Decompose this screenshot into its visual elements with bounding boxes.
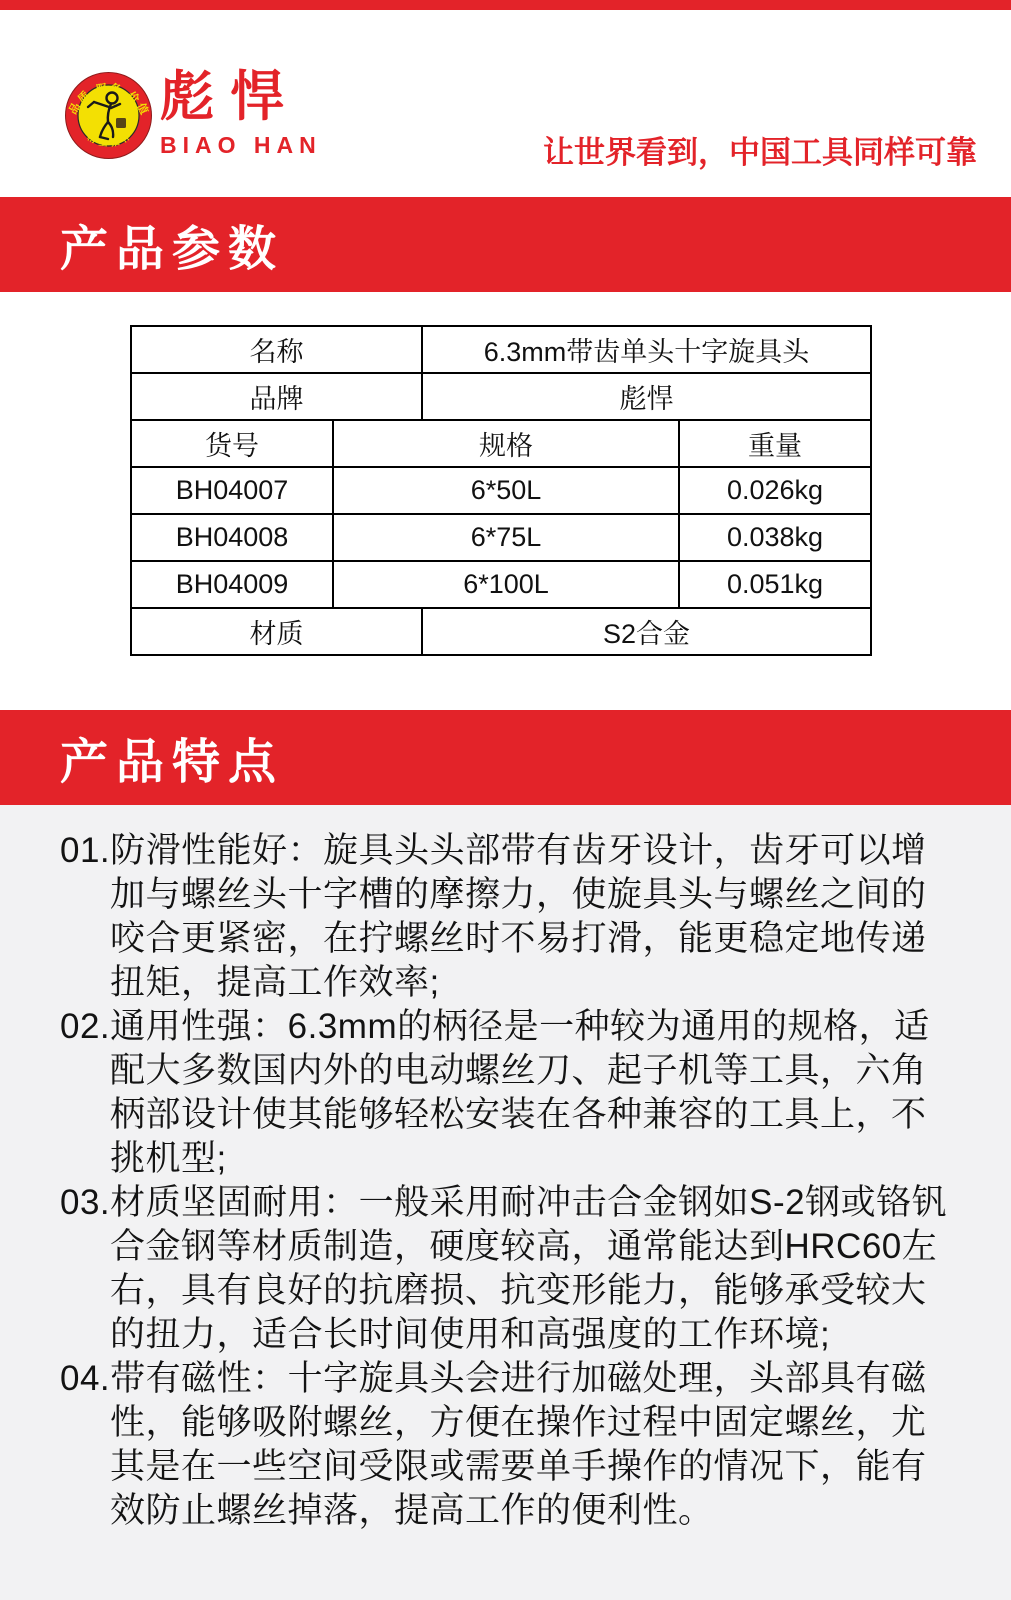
feature-item-1 [60, 829, 953, 1005]
cell-material-value: S2合金 [422, 608, 871, 655]
params-section-title: 产品参数 [60, 223, 285, 276]
brand-logo-badge [64, 71, 153, 160]
feature-item-2 [60, 1005, 953, 1181]
brand-name-en: BIAO HAN [160, 132, 322, 158]
cell-name-label: 名称 [131, 326, 422, 373]
cell-sku2-weight: 0.038kg [679, 514, 871, 561]
cell-sku3-code: BH04009 [131, 561, 333, 608]
cell-header-spec: 规格 [333, 420, 679, 467]
features-section-title: 产品特点 [60, 736, 285, 789]
feature-text-3: 材质坚固耐用：一般采用耐冲击合金钢如S-2钢或铬钒合金钢等材质制造，硬度较高，通常能达到HRC60左右，具有良好的抗磨损、抗变形能力，能够承受较大的扭力，适合长时间使用和高强度的工作环境; [110, 1183, 948, 1354]
feature-item-3 [60, 1181, 953, 1357]
table-row-sku2 [131, 514, 871, 561]
feature-number-4: 04. [60, 1359, 111, 1398]
cell-sku3-weight: 0.051kg [679, 561, 871, 608]
brand-name-cn: 彪悍 [160, 67, 300, 127]
features-list [0, 805, 1011, 1600]
feature-text-2: 通用性强：6.3mm的柄径是一种较为通用的规格，适配大多数国内外的电动螺丝刀、起子机等工具，六角柄部设计使其能够轻松安装在各种兼容的工具上，不挑机型; [110, 1007, 930, 1178]
table-row-material [131, 608, 871, 655]
cell-sku2-code: BH04008 [131, 514, 333, 561]
table-row-name [131, 326, 871, 373]
header-slogan: 让世界看到，中国工具同样可靠 [543, 135, 977, 170]
table-row-sku1 [131, 467, 871, 514]
logo-ring-text-bottom: 精工细作 [85, 128, 136, 149]
spec-table-wrap [0, 292, 1011, 710]
feature-text-4: 带有磁性：十字旋具头会进行加磁处理，头部具有磁性，能够吸附螺丝，方便在操作过程中固定螺丝，尤其是在一些空间受限或需要单手操作的情况下，能有效防止螺丝掉落，提高工作的便利性。 [110, 1359, 927, 1530]
feature-item-4 [60, 1357, 953, 1533]
cell-header-code: 货号 [131, 420, 333, 467]
section-banner-features [0, 710, 1011, 805]
table-row-brand [131, 373, 871, 420]
cell-brand-label: 品牌 [131, 373, 422, 420]
cell-sku3-spec: 6*100L [333, 561, 679, 608]
spec-table [130, 325, 872, 656]
cell-sku1-spec: 6*50L [333, 467, 679, 514]
cell-brand-value: 彪悍 [422, 373, 871, 420]
feature-number-1: 01. [60, 831, 111, 870]
cell-name-value: 6.3mm带齿单头十字旋具头 [422, 326, 871, 373]
cell-sku1-code: BH04007 [131, 467, 333, 514]
header [0, 10, 1011, 197]
top-red-bar [0, 0, 1011, 10]
feature-number-3: 03. [60, 1183, 111, 1222]
feature-number-2: 02. [60, 1007, 111, 1046]
logo-seal-stamp [116, 118, 126, 128]
feature-text-1: 防滑性能好：旋具头头部带有齿牙设计，齿牙可以增加与螺丝头十字槽的摩擦力，使旋具头与螺丝之间的咬合更紧密，在拧螺丝时不易打滑，能更稳定地传递扭矩，提高工作效率; [110, 831, 927, 1002]
cell-material-label: 材质 [131, 608, 422, 655]
table-row-sku3 [131, 561, 871, 608]
cell-sku1-weight: 0.026kg [679, 467, 871, 514]
table-header-row [131, 420, 871, 467]
section-banner-params [0, 197, 1011, 292]
cell-sku2-spec: 6*75L [333, 514, 679, 561]
logo-ring-text-top: 品质 服务 价值 [67, 82, 151, 119]
cell-header-weight: 重量 [679, 420, 871, 467]
